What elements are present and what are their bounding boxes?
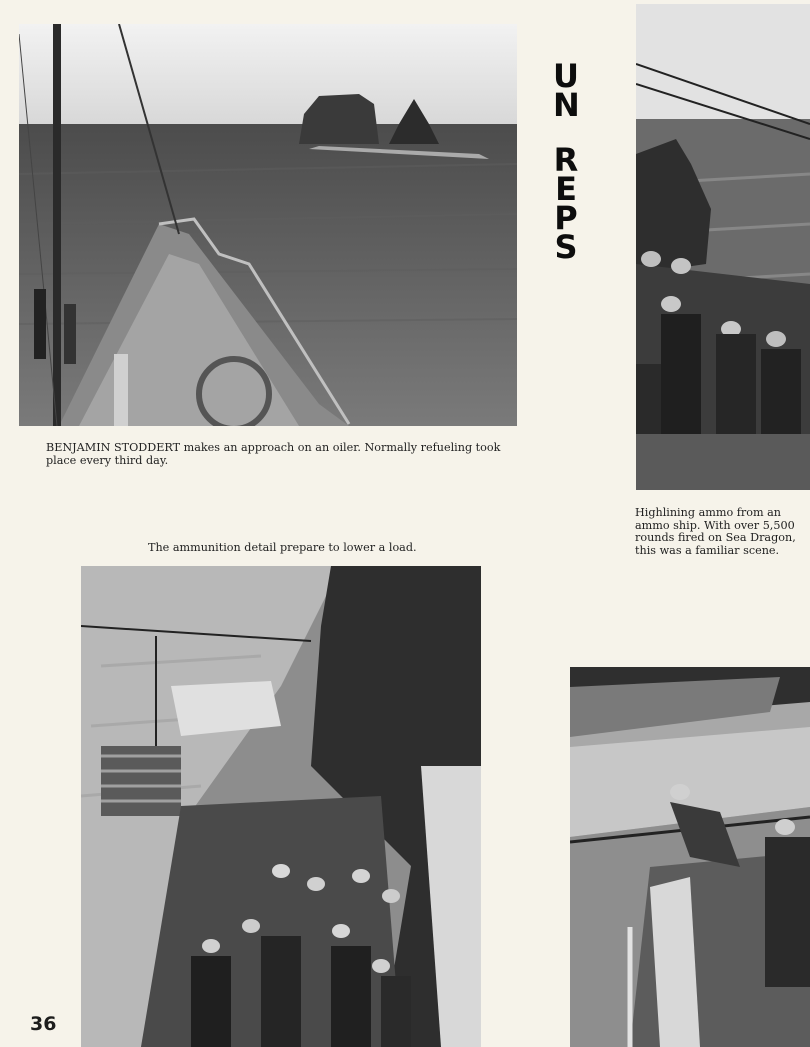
caption-oiler-approach: BENJAMIN STODDERT makes an approach on an oiler. Normally refueling took place every third day. xyxy=(46,441,501,467)
title-letter: R xyxy=(553,141,579,179)
caption-ammunition-detail: The ammunition detail prepare to lower a load. xyxy=(148,541,417,554)
photo-highline-station xyxy=(570,667,810,1047)
caption-highlining-ammo: Highlining ammo from an ammo ship. With over 5,500 rounds fired on Sea Dragon, this was a familiar scene. xyxy=(635,506,796,557)
title-letter: E xyxy=(555,170,577,208)
page-title-reps xyxy=(553,141,579,266)
page-number: 36 xyxy=(30,1013,57,1035)
title-letter: P xyxy=(554,199,578,237)
photo-ammunition-detail xyxy=(81,566,481,1047)
title-letter: U xyxy=(553,57,579,95)
title-letter: S xyxy=(554,228,578,266)
page-title-un xyxy=(553,57,580,124)
title-letter: N xyxy=(553,86,580,124)
photo-highlining-ammo xyxy=(636,4,810,490)
photo-oiler-approach xyxy=(19,24,517,426)
